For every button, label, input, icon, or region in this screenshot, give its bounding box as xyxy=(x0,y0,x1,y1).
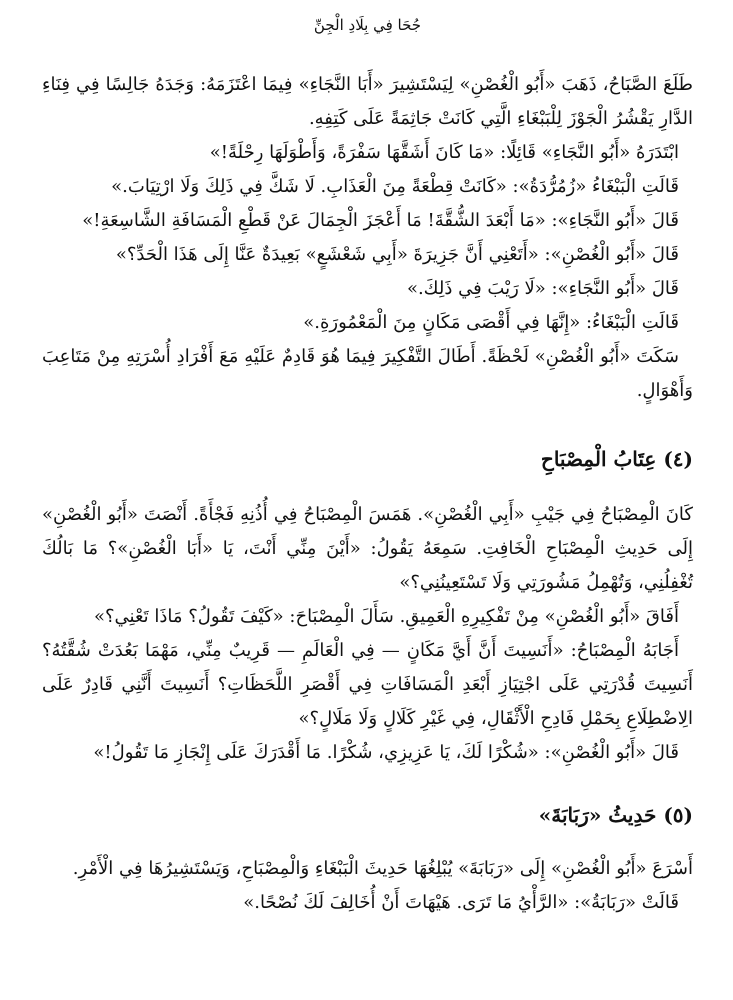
running-header: جُحَا فِي بِلَادِ الْجِنِّ xyxy=(313,16,422,34)
paragraph: طَلَعَ الصَّبَاحُ، ذَهَبَ «أَبُو الْغُصْنِ» لِيَسْتَشِيرَ «أَبَا النَّجَاءِ» فِيمَا اعْتَزَمَهُ: وَجَدَهُ جَالِسًا فِي فِنَاءِ الدَّارِ يَقْشُرُ الْجَوْزَ لِلْبَبْغَاءِ الَّتِي كَانَتْ جَاثِمَةً عَلَى كَتِفِهِ. xyxy=(42,74,693,129)
paragraph: أَجَابَهُ الْمِصْبَاحُ: «أَنَسِيتَ أَنَّ أَيَّ مَكَانٍ — فِي الْعَالَمِ — قَرِيبٌ مِنِّي، مَهْمَا بَعُدَتْ شُقَّتُهُ؟ أَنَسِيتَ قُدْرَتِي عَلَى اجْتِيَازِ أَبْعَدِ الْمَسَافَاتِ فِي أَقْصَرِ اللَّحَظَاتِ؟ أَنَسِيتَ أَنَّنِي قَادِرٌ عَلَى الِاضْطِلَاعِ بِحَمْلِ فَادِحِ الْأَثْقَالِ، فِي غَيْرِ كَلَالٍ وَلَا مَلَالٍ؟» xyxy=(42,640,693,729)
paragraph: كَانَ الْمِصْبَاحُ فِي جَيْبِ «أَبِي الْغُصْنِ». هَمَسَ الْمِصْبَاحُ فِي أُذُنِهِ فَجْأَةً. أَنْصَتَ «أَبُو الْغُصْنِ» إِلَى حَدِيثِ الْمِصْبَاحِ الْخَافِتِ. سَمِعَهُ يَقُولُ: «أَيْنَ مِنِّي أَنْتَ، يَا «أَبَا الْغُصْنِ»؟ مَا بَالُكَ تُغْفِلُنِي، وَتُهْمِلُ مَشُورَتِي وَلَا تَسْتَعِينُنِي؟» xyxy=(42,504,693,593)
section-4-body xyxy=(42,498,693,770)
paragraph: قَالَتِ الْبَبْغَاءُ «زُمُرُّدَةُ»: «كَانَتْ قِطْعَةً مِنَ الْعَذَابِ. لَا شَكَّ فِي ذَلِكَ وَلَا ارْتِيَابَ.» xyxy=(111,176,679,197)
section-heading-4: (٤) عِتَابُ الْمِصْبَاحِ xyxy=(540,447,693,471)
paragraph: قَالَ «أَبُو النَّجَاءِ»: «لَا رَيْبَ فِي ذَلِكَ.» xyxy=(406,278,679,299)
paragraph: قَالَتِ الْبَبْغَاءُ: «إِنَّهَا فِي أَقْصَى مَكَانٍ مِنَ الْمَعْمُورَةِ.» xyxy=(303,312,679,333)
section-opening xyxy=(42,68,693,408)
paragraph: قَالَ «أَبُو الْغُصْنِ»: «أَتَعْنِي أَنَّ جَزِيرَةَ «أَبِي شَعْشَعٍ» بَعِيدَةٌ عَنَّا إِلَى هَذَا الْحَدِّ؟» xyxy=(115,244,679,265)
paragraph: أَسْرَعَ «أَبُو الْغُصْنِ» إِلَى «رَبَابَةَ» يُبْلِغُهَا حَدِيثَ الْبَبْغَاءِ وَالْمِصْبَاحِ، وَيَسْتَشِيرُهَا فِي الْأَمْرِ. xyxy=(72,858,693,879)
section-heading-5: (٥) حَدِيثُ «رَبَابَةَ» xyxy=(538,803,693,827)
paragraph: قَالَ «أَبُو الْغُصْنِ»: «شُكْرًا لَكَ، يَا عَزِيزِي، شُكْرًا. مَا أَقْدَرَكَ عَلَى إِنْجَازِ مَا تَقُولُ!» xyxy=(93,742,679,763)
paragraph: ابْتَدَرَهُ «أَبُو النَّجَاءِ» قَائِلًا: «مَا كَانَ أَشَقَّهَا سَفْرَةً، وَأَطْوَلَهَا رِحْلَةً!» xyxy=(209,142,679,163)
paragraph: قَالَ «أَبُو النَّجَاءِ»: «مَا أَبْعَدَ الشُّقَّةَ! مَا أَعْجَزَ الْجِمَالَ عَنْ قَطْعِ الْمَسَافَةِ الشَّاسِعَةِ!» xyxy=(82,210,679,231)
paragraph: أَفَاقَ «أَبُو الْغُصْنِ» مِنْ تَفْكِيرِهِ الْعَمِيقِ. سَأَلَ الْمِصْبَاحَ: «كَيْفَ تَقُولُ؟ مَاذَا تَعْنِي؟» xyxy=(93,606,679,627)
paragraph: قَالَتْ «رَبَابَةُ»: «الرَّأْيُ مَا تَرَى. هَيْهَاتَ أَنْ أُخَالِفَ لَكَ نُصْحًا.» xyxy=(243,892,679,913)
paragraph: سَكَتَ «أَبُو الْغُصْنِ» لَحْظَةً. أَطَالَ التَّفْكِيرَ فِيمَا هُوَ قَادِمٌ عَلَيْهِ مَعَ أَفْرَادِ أُسْرَتِهِ مِنْ مَتَاعِبَ وَأَهْوَالٍ. xyxy=(42,346,693,401)
section-5-body xyxy=(42,852,693,920)
